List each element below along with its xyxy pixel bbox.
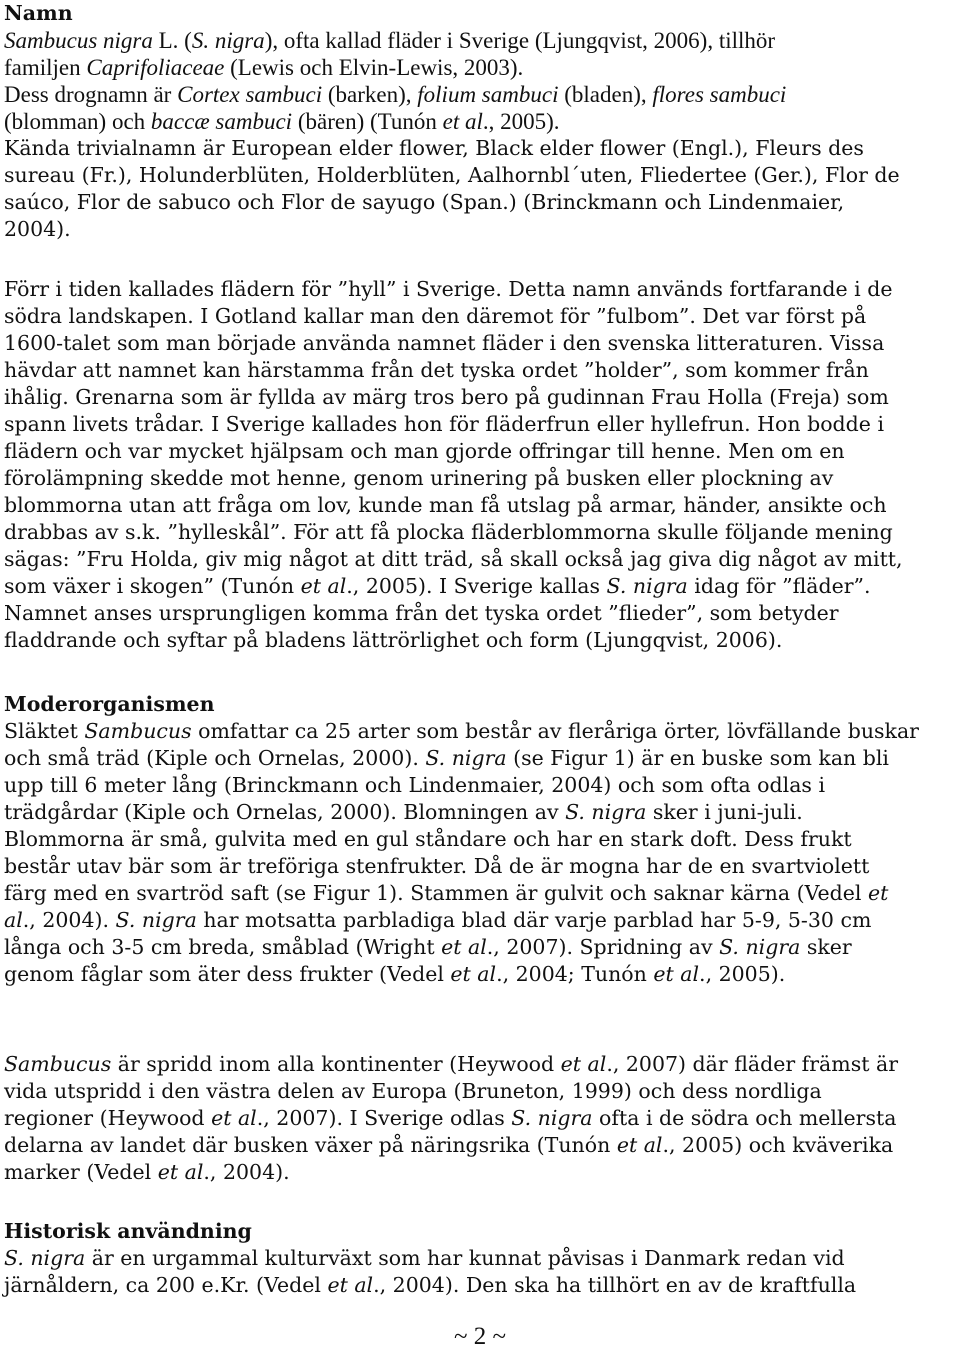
paragraph-moderorganismen-2 [4,1051,954,1186]
text-line: långa och 3-5 cm breda, småblad (Wright et al., 2007). Spridning av S. nigra sker [4,935,852,959]
text-line: genom fåglar som äter dess frukter (Vedel et al., 2004; Tunón et al., 2005). [4,962,786,986]
heading-historisk-anvandning: Historisk användning [4,1219,252,1243]
paragraph-namn-2 [4,276,954,654]
section-historisk-anvandning [4,1218,954,1299]
text-line: Sambucus är spridd inom alla kontinenter (Heywood et al., 2007) där fläder främst är [4,1052,899,1076]
text-line: 1600-talet som man började använda namnet fläder i den svenska litteraturen. Vissa [4,331,885,355]
text-line: al., 2004). S. nigra har motsatta parbladiga blad där varje parblad har 5-9, 5-30 cm [4,908,872,932]
text-line: sägas: ”Fru Holda, giv mig något at ditt träd, så skall också jag giva dig något av mitt, [4,547,903,571]
page-number: ~ 2 ~ [453,1323,507,1350]
text-line: marker (Vedel et al., 2004). [4,1160,290,1184]
text-line: spann livets trådar. I Sverige kallades hon för fläderfrun eller hyllefrun. Hon bodde i [4,412,885,436]
text-line: delarna av landet där busken växer på näringsrika (Tunón et al., 2005) och kväverika [4,1133,894,1157]
text-line: S. nigra är en urgammal kulturväxt som har kunnat påvisas i Danmark redan vid [4,1246,845,1270]
text-line: som växer i skogen” (Tunón et al., 2005). I Sverige kallas S. nigra idag för ”fläder”. [4,574,871,598]
text-line: blommorna utan att fråga om lov, kunde man få utslag på armar, händer, ansikte och [4,493,887,517]
text-line: hävdar att namnet kan härstamma från det tyska ordet ”holder”, som kommer från [4,358,869,382]
text-line: Kända trivialnamn är European elder flower, Black elder flower (Engl.), Fleurs des [4,136,864,160]
section-moderorganismen [4,691,954,988]
section-namn [4,0,954,243]
text-line: ihålig. Grenarna som är fyllda av märg tros bero på gudinnan Frau Holla (Freja) som [4,385,889,409]
heading-namn: Namn [4,1,73,25]
text-line: Sambucus nigra L. (S. nigra), ofta kallad fläder i Sverige (Ljungqvist, 2006), tillhör [4,28,776,53]
text-line: Släktet Sambucus omfattar ca 25 arter som består av fleråriga örter, lövfällande buskar [4,719,919,743]
text-line: Dess drognamn är Cortex sambuci (barken), folium sambuci (bladen), flores sambuci [4,82,787,107]
text-line: förolämpning skedde mot henne, genom urinering på busken eller plockning av [4,466,834,490]
text-line: färg med en svartröd saft (se Figur 1). Stammen är gulvit och saknar kärna (Vedel et [4,881,889,905]
text-line: sureau (Fr.), Holunderblüten, Holderblüten, Aalhornbl´uten, Fliedertee (Ger.), Flor de [4,163,900,187]
text-line: (blomman) och baccæ sambuci (bären) (Tunón et al., 2005). [4,109,560,134]
text-line: regioner (Heywood et al., 2007). I Sverige odlas S. nigra ofta i de södra och mellersta [4,1106,897,1130]
text-line: upp till 6 meter lång (Brinckmann och Lindenmaier, 2004) och som ofta odlas i [4,773,826,797]
text-line: trädgårdar (Kiple och Ornelas, 2000). Blomningen av S. nigra sker i juni-juli. [4,800,803,824]
text-line: saúco, Flor de sabuco och Flor de sayugo (Span.) (Brinckmann och Lindenmaier, [4,190,845,214]
text-line: Namnet anses ursprungligen komma från det tyska ordet ”flieder”, som betyder [4,601,839,625]
text-line: Blommorna är små, gulvita med en gul ståndare och har en stark doft. Dess frukt [4,827,852,851]
paragraph-namn [4,27,954,243]
text-line: Förr i tiden kallades flädern för ”hyll” i Sverige. Detta namn används fortfarande i de [4,277,893,301]
text-line: består utav bär som är treföriga stenfrukter. Då de är mogna har de en svartviolett [4,854,870,878]
text-line: och små träd (Kiple och Ornelas, 2000). S. nigra (se Figur 1) är en buske som kan bli [4,746,889,770]
text-line: fladdrande och syftar på bladens lättrörlighet och form (Ljungqvist, 2006). [4,628,783,652]
heading-moderorganismen: Moderorganismen [4,692,215,716]
text-line: järnåldern, ca 200 e.Kr. (Vedel et al., 2004). Den ska ha tillhört en av de kraftfulla [4,1273,857,1297]
text-line: 2004). [4,217,71,241]
text-line: vida utspridd i den västra delen av Europa (Bruneton, 1999) och dess nordliga [4,1079,822,1103]
text-line: södra landskapen. I Gotland kallar man den däremot för ”fulbom”. Det var först på [4,304,867,328]
text-line: drabbas av s.k. ”hylleskål”. För att få plocka fläderblommorna skulle följande mening [4,520,893,544]
text-line: flädern och var mycket hjälpsam och man gjorde offringar till henne. Men om en [4,439,845,463]
text-line: familjen Caprifoliaceae (Lewis och Elvin-Lewis, 2003). [4,55,524,80]
